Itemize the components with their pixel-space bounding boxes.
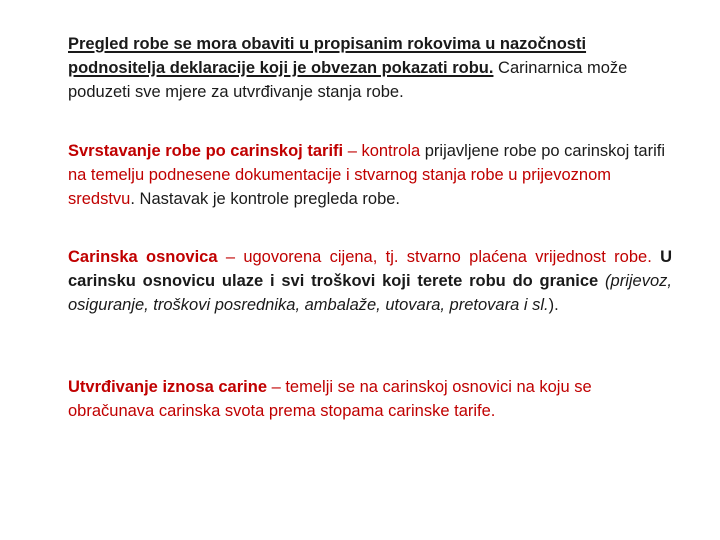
svrstavanje-dash-text: – kontrola (343, 142, 421, 160)
osnovica-bold-text: U carinsku osnovicu ulaze i svi troškovi koji terete robu do granice (68, 248, 672, 290)
osnovica-italic-text: (prijevoz, osiguranje, troškovi posrednika, ambalaže, utovara, pretovara i sl. (68, 272, 672, 314)
utvrdivanje-term: Utvrđivanje iznosa carine (68, 378, 267, 396)
svrstavanje-term: Svrstavanje robe po carinskoj tarifi (68, 142, 344, 160)
pregled-lead-text: Pregled robe se mora obaviti u propisanim rokovima u nazočnosti podnositelja deklaracije koji je obvezan pokazati robu. (68, 35, 587, 77)
utvrdivanje-dash-text: – temelji se na carinskoj osnovici na koju se obračunava carinska svota prema stopama carinske tarife. (68, 378, 592, 420)
paragraph-svrstavanje (68, 139, 672, 211)
paragraph-pregled-robe (68, 32, 672, 104)
svrstavanje-text-1: prijavljene robe po carinskoj tarifi (420, 142, 666, 160)
osnovica-term: Carinska osnovica (68, 248, 218, 266)
svrstavanje-text-2: na temelju podnesene dokumentacije i stvarnog stanja robe u prijevoznom sredstvu (68, 166, 611, 208)
pregled-rest-text: Carinarnica može poduzeti sve mjere za utvrđivanje stanja robe. (68, 59, 628, 101)
paragraph-carinska-osnovica (68, 245, 672, 317)
paragraph-utvrdivanje (68, 375, 672, 423)
svrstavanje-text-3: . Nastavak je kontrole pregleda robe. (130, 190, 401, 208)
osnovica-end-text: ). (548, 296, 559, 314)
osnovica-dash-text: – ugovorena cijena, tj. stvarno plaćena vrijednost robe. (217, 248, 652, 266)
